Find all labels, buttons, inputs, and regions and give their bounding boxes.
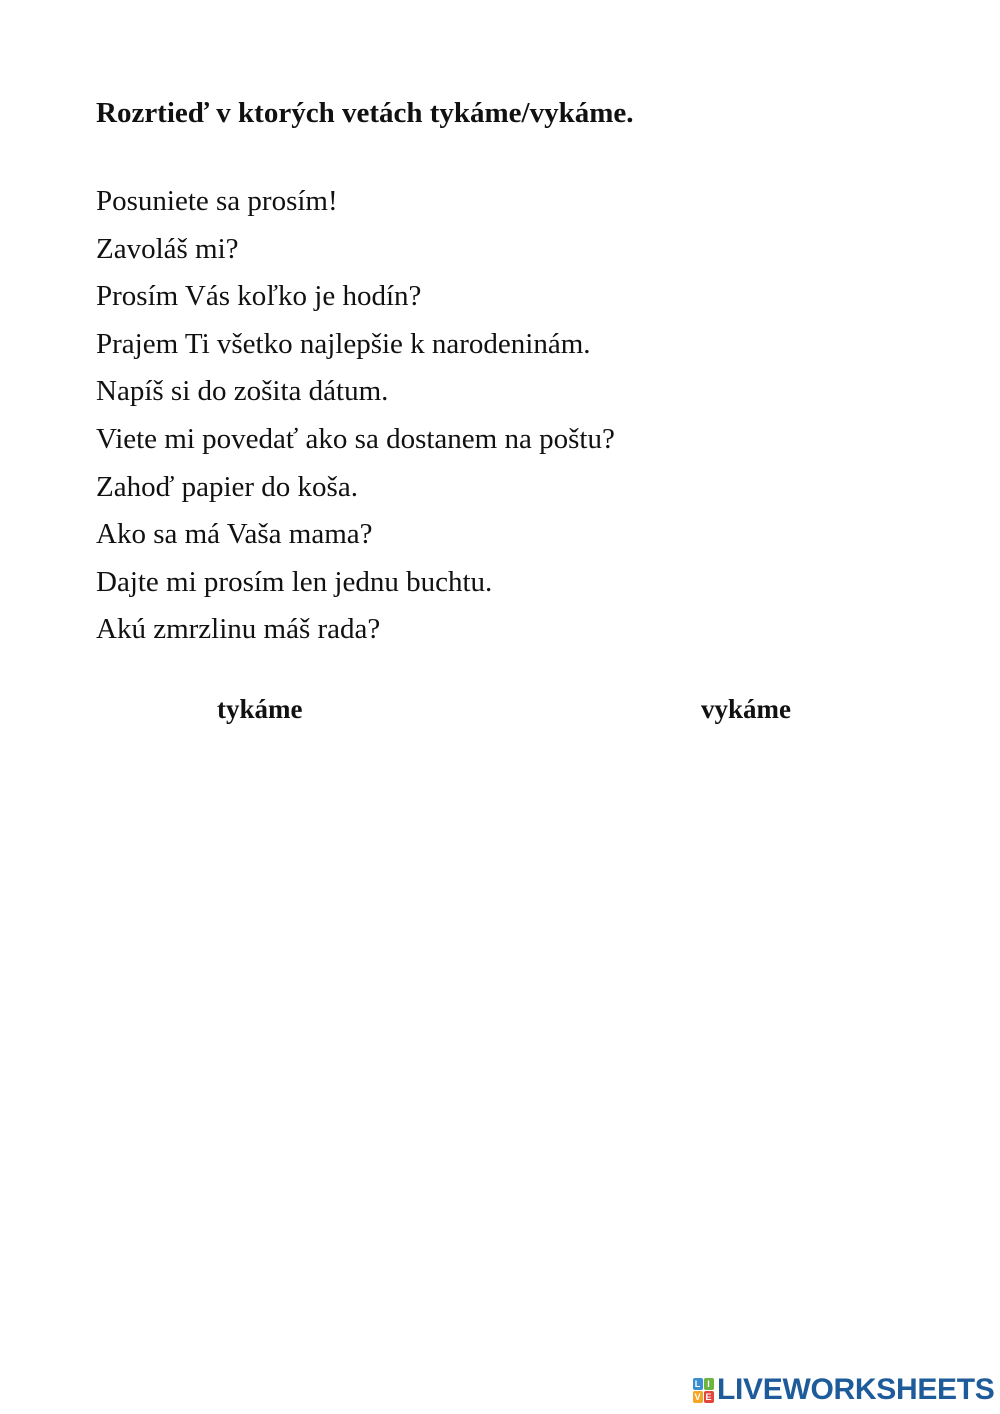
sentence-item[interactable]: Posuniete sa prosím! [96,185,338,217]
column-heading-vykame: vykáme [701,694,791,724]
liveworksheets-logo-icon [692,1377,714,1403]
column-heading-tykame: tykáme [217,694,303,724]
logo-tile: V [694,1391,701,1402]
sentence-item[interactable]: Viete mi povedať ako sa dostanem na poštu? [96,422,615,455]
logo-tile: E [705,1391,712,1402]
sentence-item[interactable]: Zahoď papier do koša. [96,470,358,503]
brand-name: LIVEWORKSHEETS [717,1373,995,1406]
logo-tile: I [704,1378,714,1390]
sentence-item[interactable]: Akú zmrzlinu máš rada? [96,613,381,646]
page-title: Rozrtieď v ktorých vetách tykáme/vykáme. [96,97,634,129]
sentence-item[interactable]: Zavoláš mi? [96,232,239,265]
sentence-item[interactable]: Prajem Ti všetko najlepšie k narodeninám. [96,327,591,360]
sentence-list [96,178,615,654]
sentence-item[interactable]: Ako sa má Vaša mama? [96,518,373,551]
sentence-item[interactable]: Napíš si do zošita dátum. [96,375,389,408]
sentence-item[interactable]: Prosím Vás koľko je hodín? [96,280,422,313]
sentence-item[interactable]: Dajte mi prosím len jednu buchtu. [96,565,493,598]
logo-tile: L [693,1378,703,1390]
liveworksheets-logo [692,1374,995,1406]
